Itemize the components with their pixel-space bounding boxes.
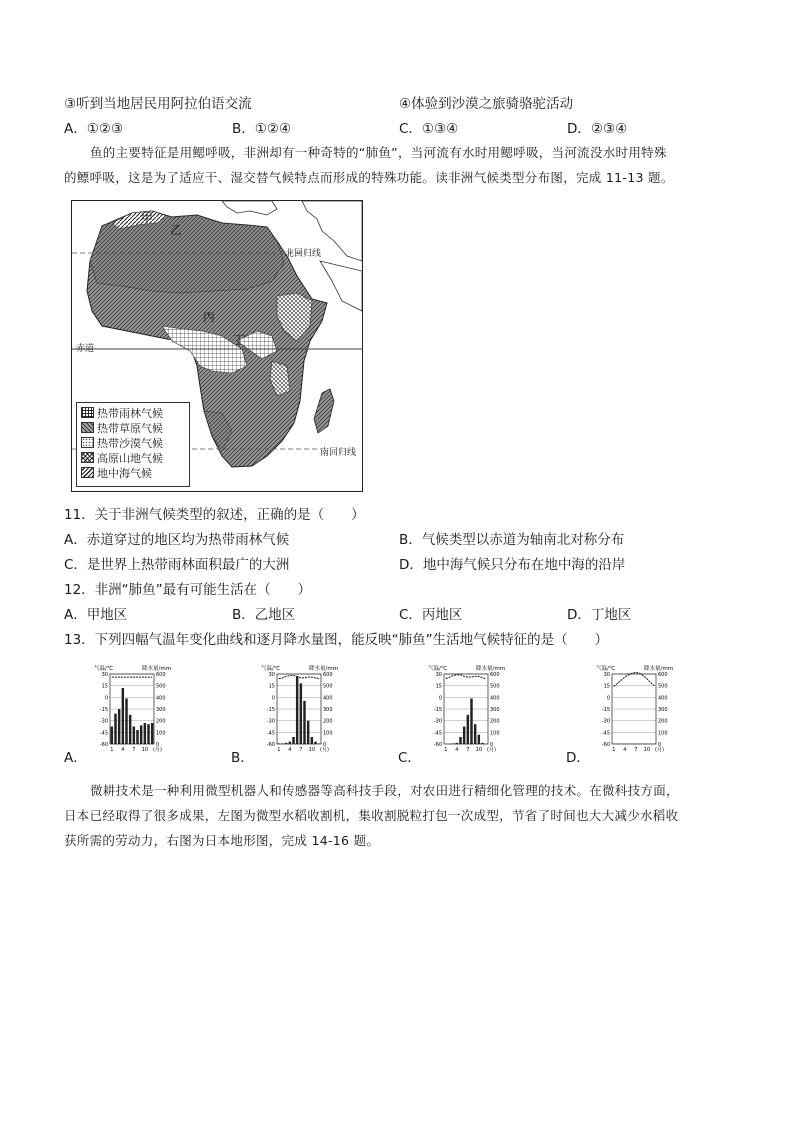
temp-tick-label: -30 <box>433 718 442 725</box>
precip-tick-label: 500 <box>658 683 668 690</box>
temp-tick-label: 30 <box>435 672 442 678</box>
precip-bar <box>456 743 458 744</box>
label-north-tropic: 北回归线 <box>285 249 322 259</box>
temp-tick-label: 30 <box>603 672 610 678</box>
legend-label: 高原山地气候 <box>97 451 163 465</box>
precip-bar <box>118 709 120 744</box>
precip-bar <box>300 683 302 744</box>
climate-chart-d <box>590 662 680 754</box>
legend-label: 热带草原气候 <box>97 421 163 435</box>
temp-tick-label: -15 <box>266 707 275 713</box>
precip-tick-label: 300 <box>490 707 500 713</box>
legend-label: 热带沙漠气候 <box>97 436 163 450</box>
temp-tick-label: -60 <box>266 742 275 748</box>
temp-axis-title: 气温/℃ <box>261 666 281 672</box>
temp-tick-label: 0 <box>606 695 610 702</box>
mediterranean-swatch <box>81 467 94 478</box>
month-tick-label: 1 <box>612 747 616 753</box>
precip-bar <box>136 730 138 744</box>
temp-tick-label: -60 <box>601 742 610 748</box>
q11-option-d: D．地中海气候只分布在地中海的沿岸 <box>399 557 626 573</box>
temp-tick-label: -45 <box>266 730 275 737</box>
rainforest-swatch <box>81 407 94 418</box>
legend-savanna <box>81 421 163 434</box>
precip-bar <box>144 723 146 744</box>
temp-tick-label: -15 <box>99 707 108 713</box>
precip-tick-label: 600 <box>323 672 333 678</box>
month-tick-label: 10 <box>141 747 149 753</box>
precip-tick-label: 300 <box>658 707 668 713</box>
precip-bar <box>314 742 316 744</box>
map-legend <box>76 402 190 487</box>
temp-tick-label: -60 <box>433 742 442 748</box>
q10-option-c: C．①③④ <box>399 121 459 137</box>
temp-tick-label: -60 <box>99 742 108 748</box>
climate-chart-b <box>255 662 345 754</box>
q10-item-4: ④体验到沙漠之旅骑骆驼活动 <box>399 96 574 112</box>
precip-bar <box>311 737 313 744</box>
precip-axis-title: 降水量/mm <box>142 666 172 672</box>
q10-option-b: B．①②④ <box>232 121 292 137</box>
temp-axis-title: 气温/℃ <box>428 666 448 672</box>
desert-swatch <box>81 437 94 448</box>
month-tick-label: 4 <box>288 747 292 753</box>
precip-tick-label: 600 <box>490 672 500 678</box>
precip-tick-label: 100 <box>156 730 166 737</box>
month-tick-label: 4 <box>455 747 459 753</box>
temp-tick-label: -15 <box>433 707 442 713</box>
month-tick-label: 10 <box>475 747 483 753</box>
precip-tick-label: 100 <box>490 730 500 737</box>
month-tick-label: 4 <box>623 747 627 753</box>
q12-stem: 12．非洲“肺鱼”最有可能生活在（ ） <box>64 582 312 598</box>
label-equator: 赤道 <box>76 344 95 354</box>
precip-bar <box>318 743 320 744</box>
q13-letter-c: C． <box>398 750 421 766</box>
precip-tick-label: 500 <box>156 683 166 690</box>
temperature-line <box>279 676 319 679</box>
climate-chart-a <box>88 662 178 754</box>
temperature-line <box>614 672 654 686</box>
legend-highland <box>81 451 163 464</box>
precip-tick-label: 600 <box>658 672 668 678</box>
q13-letter-a: A． <box>64 750 87 766</box>
legend-label: 地中海气候 <box>97 466 152 480</box>
precip-bar <box>474 724 476 744</box>
precip-bar <box>111 727 113 745</box>
temp-tick-label: 15 <box>268 683 275 690</box>
temp-tick-label: -45 <box>433 730 442 737</box>
precip-axis-title: 降水量/mm <box>476 666 506 672</box>
precip-tick-label: 500 <box>490 683 500 690</box>
intro2-line-3: 获所需的劳动力，右图为日本地形图，完成 14-16 题。 <box>64 833 380 848</box>
temp-axis-title: 气温/℃ <box>94 666 114 672</box>
temp-tick-label: -30 <box>601 718 610 725</box>
precip-tick-label: 0 <box>156 742 160 748</box>
temp-tick-label: -30 <box>266 718 275 725</box>
q12-option-d: D．丁地区 <box>567 607 632 623</box>
precip-bar <box>114 714 116 744</box>
precip-tick-label: 400 <box>156 695 166 702</box>
precip-tick-label: 100 <box>323 730 333 737</box>
label-ding: 丁 <box>233 333 246 347</box>
precip-tick-label: 200 <box>323 718 333 725</box>
precip-bar <box>129 715 131 744</box>
precip-bar <box>296 676 298 744</box>
temperature-line <box>446 675 486 679</box>
temp-tick-label: 15 <box>101 683 108 690</box>
temp-tick-label: -30 <box>99 718 108 725</box>
precip-bar <box>292 737 294 744</box>
precip-bar <box>147 724 149 744</box>
month-tick-label: 7 <box>132 747 136 753</box>
temp-tick-label: 15 <box>603 683 610 690</box>
precip-tick-label: 500 <box>323 683 333 690</box>
month-tick-label: 1 <box>277 747 281 753</box>
temp-tick-label: 15 <box>435 683 442 690</box>
precip-bar <box>303 701 305 744</box>
precip-bar <box>467 715 469 744</box>
month-unit-label: (月) <box>487 747 496 753</box>
intro-line-1: 鱼的主要特征是用鳃呼吸，非洲却有一种奇特的“肺鱼”，当河流有水时用鳃呼吸，当河流没水时用特殊 <box>90 145 667 160</box>
precip-tick-label: 300 <box>156 707 166 713</box>
legend-rainforest <box>81 406 163 419</box>
temp-tick-label: 30 <box>268 672 275 678</box>
month-tick-label: 1 <box>444 747 448 753</box>
intro2-line-1: 微耕技术是一种利用微型机器人和传感器等高科技手段，对农田进行精细化管理的技术。在微科技方面， <box>90 783 679 798</box>
precip-bar <box>481 743 483 744</box>
q10-item-3: ③听到当地居民用阿拉伯语交流 <box>64 96 252 112</box>
month-tick-label: 1 <box>110 747 114 753</box>
temp-tick-label: -45 <box>99 730 108 737</box>
precip-bar <box>463 727 465 745</box>
legend-mediterranean <box>81 466 152 479</box>
month-tick-label: 7 <box>299 747 303 753</box>
month-tick-label: 10 <box>308 747 316 753</box>
precip-tick-label: 200 <box>658 718 668 725</box>
precip-axis-title: 降水量/mm <box>644 666 674 672</box>
q13-stem: 13．下列四幅气温年变化曲线和逐月降水量图，能反映“肺鱼”生活地气候特征的是（ ） <box>64 632 609 648</box>
month-tick-label: 7 <box>634 747 638 753</box>
q11-option-c: C．是世界上热带雨林面积最广的大洲 <box>64 557 290 573</box>
precip-bar <box>478 735 480 744</box>
q12-option-a: A．甲地区 <box>64 607 128 623</box>
precip-tick-label: 400 <box>658 695 668 702</box>
label-yi: 乙 <box>170 223 183 237</box>
climate-chart-c <box>422 662 512 754</box>
q10-option-a: A．①②③ <box>64 121 124 137</box>
precip-bar <box>289 742 291 744</box>
temp-tick-label: 30 <box>101 672 108 678</box>
q11-option-b: B．气候类型以赤道为轴南北对称分布 <box>399 532 625 548</box>
temp-tick-label: -15 <box>601 707 610 713</box>
q13-letter-d: D． <box>566 750 590 766</box>
precip-bar <box>122 688 124 744</box>
month-tick-label: 7 <box>466 747 470 753</box>
label-south-tropic: 南回归线 <box>320 448 357 458</box>
q11-stem: 11．关于非洲气候类型的叙述，正确的是（ ） <box>64 507 365 523</box>
precip-bar <box>307 721 309 744</box>
temp-tick-label: 0 <box>271 695 275 702</box>
month-unit-label: (月) <box>153 747 162 753</box>
precip-bar <box>452 743 454 744</box>
q11-option-a: A．赤道穿过的地区均为热带雨林气候 <box>64 532 290 548</box>
precip-tick-label: 400 <box>490 695 500 702</box>
temp-tick-label: 0 <box>438 695 442 702</box>
q12-option-c: C．丙地区 <box>399 607 463 623</box>
savanna-swatch <box>81 422 94 433</box>
precip-bar <box>459 737 461 744</box>
precip-tick-label: 200 <box>156 718 166 725</box>
month-unit-label: (月) <box>320 747 329 753</box>
intro-line-2: 的鳔呼吸，这是为了适应干、湿交替气候特点而形成的特殊功能。读非洲气候类型分布图，完成 11-13 题。 <box>64 170 674 185</box>
precip-bar <box>285 743 287 744</box>
q13-letter-b: B． <box>231 750 254 766</box>
month-unit-label: (月) <box>655 747 664 753</box>
precip-axis-title: 降水量/mm <box>309 666 339 672</box>
precip-tick-label: 300 <box>323 707 333 713</box>
precip-tick-label: 200 <box>490 718 500 725</box>
precip-tick-label: 0 <box>658 742 662 748</box>
precip-bar <box>133 727 135 745</box>
temp-axis-title: 气温/℃ <box>596 666 616 672</box>
precip-bar <box>470 699 472 745</box>
month-tick-label: 4 <box>121 747 125 753</box>
precip-tick-label: 400 <box>323 695 333 702</box>
precip-bar <box>278 743 280 744</box>
label-jia: 甲 <box>141 211 154 225</box>
precip-bar <box>140 725 142 744</box>
temp-tick-label: 0 <box>104 695 108 702</box>
legend-label: 热带雨林气候 <box>97 406 163 420</box>
intro2-line-2: 日本已经取得了很多成果，左图为微型水稻收割机，集收割脱粒打包一次成型，节省了时间也大大减少水稻收 <box>64 808 679 823</box>
temp-tick-label: -45 <box>601 730 610 737</box>
month-tick-label: 10 <box>643 747 651 753</box>
legend-desert <box>81 436 163 449</box>
q10-option-d: D．②③④ <box>567 121 628 137</box>
precip-tick-label: 0 <box>490 742 494 748</box>
q12-option-b: B．乙地区 <box>232 607 296 623</box>
highland-swatch <box>81 452 94 463</box>
precip-bar <box>125 699 127 745</box>
precip-bar <box>151 723 153 744</box>
label-bing: 丙 <box>203 310 216 324</box>
precip-tick-label: 0 <box>323 742 327 748</box>
precip-tick-label: 600 <box>156 672 166 678</box>
africa-climate-map <box>71 200 363 492</box>
precip-tick-label: 100 <box>658 730 668 737</box>
precip-bar <box>281 743 283 744</box>
